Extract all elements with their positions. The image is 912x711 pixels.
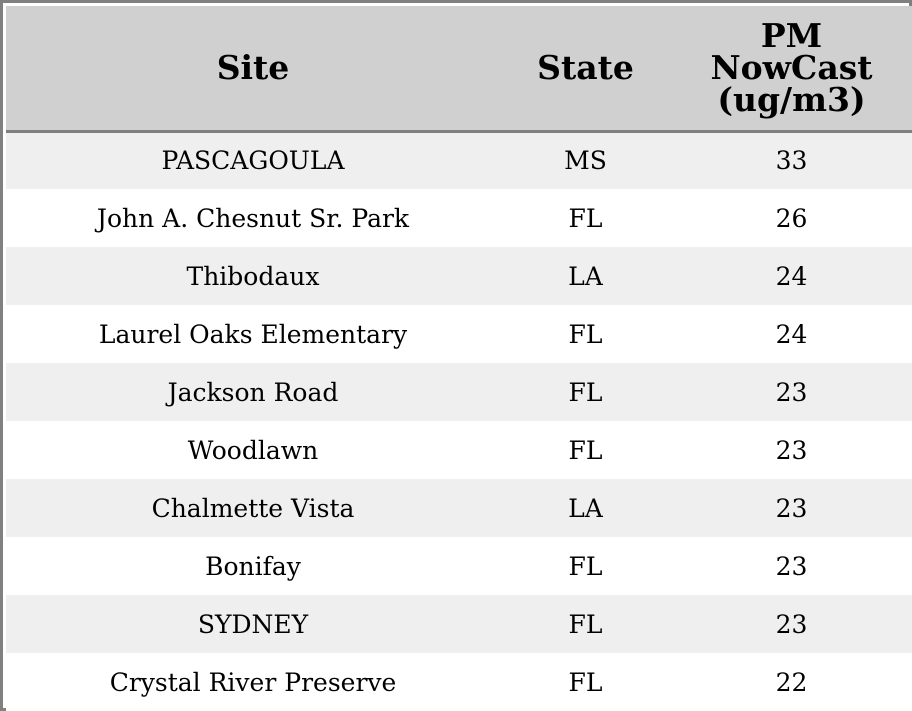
pm-value-cell: 22 (775, 667, 808, 697)
state-cell: FL (568, 667, 603, 697)
site-cell: John A. Chesnut Sr. Park (96, 203, 410, 233)
site-cell: Bonifay (205, 551, 301, 581)
state-cell: FL (568, 203, 603, 233)
pm-value-cell: 23 (775, 493, 808, 523)
site-cell: Crystal River Preserve (109, 667, 397, 697)
table-row (6, 131, 912, 189)
site-cell: Jackson Road (167, 377, 339, 407)
header-pm-line-1: PM (760, 15, 823, 55)
pm-value-cell: 26 (775, 203, 808, 233)
pm-value-cell: 24 (775, 261, 808, 291)
site-cell: Woodlawn (187, 435, 319, 465)
header-pm-nowcast (671, 6, 912, 131)
header-state-label: State (537, 47, 634, 87)
table-row (6, 537, 912, 595)
table-row (6, 189, 912, 247)
table-row (6, 421, 912, 479)
state-cell: MS (564, 146, 607, 176)
site-cell: Laurel Oaks Elementary (98, 319, 408, 349)
pm-value-cell: 33 (775, 146, 808, 176)
state-cell: FL (568, 435, 603, 465)
state-cell: FL (568, 609, 603, 639)
header-pm-line-3: (ug/m3) (717, 79, 866, 119)
table-row (6, 595, 912, 653)
header-site-label: Site (216, 47, 290, 87)
site-cell: Thibodaux (186, 261, 320, 291)
state-cell: LA (568, 493, 603, 523)
site-cell: SYDNEY (197, 609, 309, 639)
state-cell: FL (568, 551, 603, 581)
pm-value-cell: 23 (775, 609, 808, 639)
table-row (6, 363, 912, 421)
state-cell: FL (568, 377, 603, 407)
pm-value-cell: 24 (775, 319, 808, 349)
table-row (6, 247, 912, 305)
header-state (500, 6, 671, 131)
pm-value-cell: 23 (775, 377, 808, 407)
pm-value-cell: 23 (775, 551, 808, 581)
pm-value-cell: 23 (775, 435, 808, 465)
state-cell: LA (568, 261, 603, 291)
table-row (6, 479, 912, 537)
site-cell: Chalmette Vista (151, 493, 355, 523)
pm-nowcast-table (6, 6, 912, 711)
header-pm-line-2: NowCast (710, 47, 873, 87)
header-site (6, 6, 500, 131)
table-row (6, 653, 912, 711)
state-cell: FL (568, 319, 603, 349)
site-cell: PASCAGOULA (161, 146, 345, 176)
header-row (6, 6, 912, 131)
table-row (6, 305, 912, 363)
